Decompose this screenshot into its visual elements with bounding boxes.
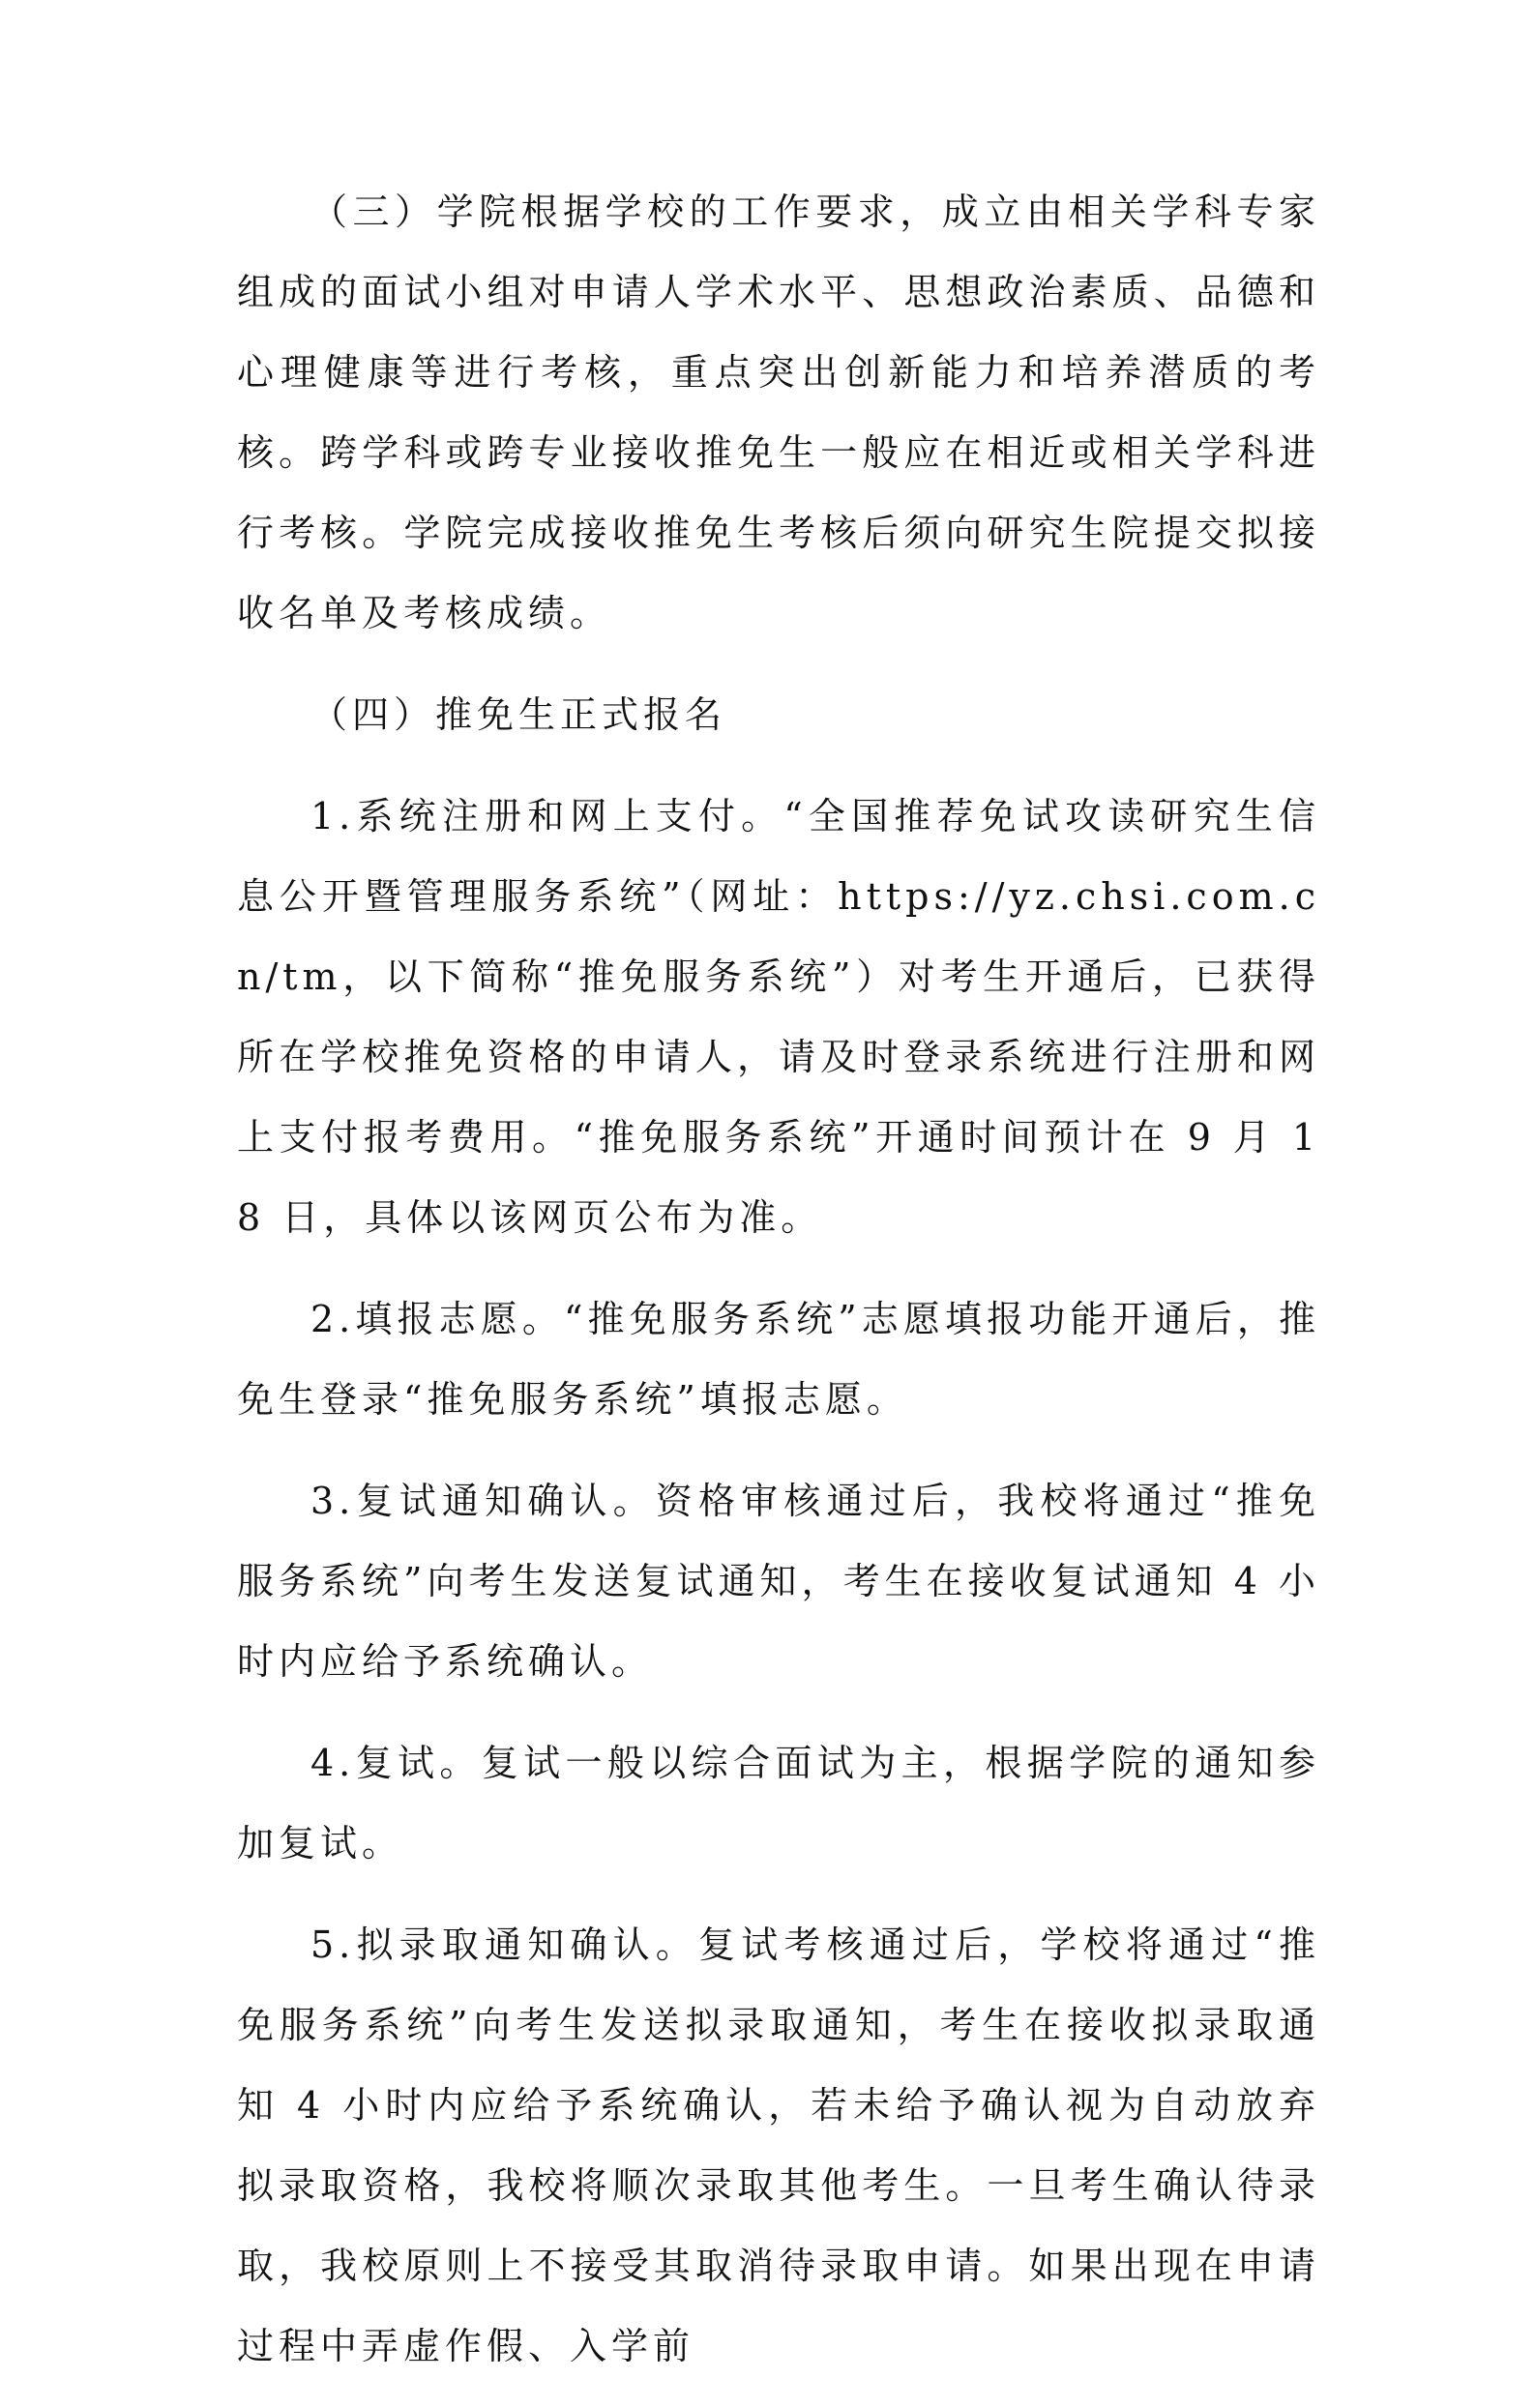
paragraph-section-3-assessment: （三）学院根据学校的工作要求，成立由相关学科专家组成的面试小组对申请人学术水平、思想政治素质、品德和心理健康等进行考核，重点突出创新能力和培养潜质的考核。跨学科或跨专业接收推免生一般应在相近或相关学科进行考核。学院完成接收推免生考核后须向研究生院提交拟接收名单及考核成绩。 xyxy=(237,191,1320,634)
paragraph-item-5-admission-notice: 5.拟录取通知确认。复试考核通过后，学校将通过“推免服务系统”向考生发送拟录取通知，考生在接收拟录取通知 4 小时内应给予系统确认，若未给予确认视为自动放弃拟录取资格，我校将顺次录取其他考生。一旦考生确认待录取，我校原则上不接受其取消待录取申请。如果出现在申请过程中弄虚作假、入学前 xyxy=(237,1923,1320,2367)
section-heading-4-registration: （四）推免生正式报名 xyxy=(310,693,727,736)
paragraph-item-2-application: 2.填报志愿。“推免服务系统”志愿填报功能开通后，推免生登录“推免服务系统”填报志愿。 xyxy=(237,1298,1320,1421)
paragraph-item-1-registration-payment: 1.系统注册和网上支付。“全国推荐免试攻读研究生信息公开暨管理服务系统”（网址：https://yz.chsi.com.cn/tm，以下简称“推免服务系统”）对考生开通后，已获得所在学校推免资格的申请人，请及时登录系统进行注册和网上支付报考费用。“推免服务系统”开通时间预计在 9 月 18 日，具体以该网页公布为准。 xyxy=(237,795,1320,1239)
paragraph-item-3-retest-notice: 3.复试通知确认。资格审核通过后，我校将通过“推免服务系统”向考生发送复试通知，考生在接收复试通知 4 小时内应给予系统确认。 xyxy=(237,1480,1320,1683)
document-body xyxy=(237,172,1320,2408)
paragraph-item-4-retest: 4.复试。复试一般以综合面试为主，根据学院的通知参加复试。 xyxy=(237,1742,1320,1865)
